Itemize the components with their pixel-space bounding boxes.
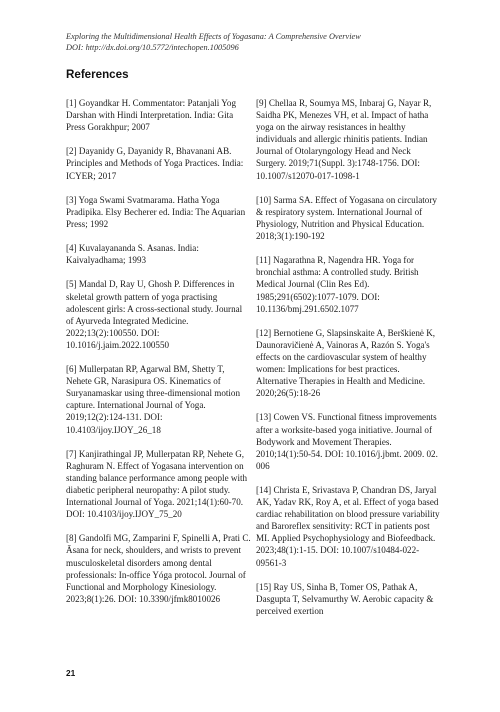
reference-number: [9] (256, 98, 267, 108)
reference-text: Chellaa R, Soumya MS, Inbaraj G, Nayar R, Saidha PK, Menezes VH, et al. Impact of hatha yoga on the airway resistances in healthy individuals and allergic rhinitis patients. Indian Journal of Otolaryngology Head and Neck Surgery. 2019;71(Suppl. 3):1748-1756. DOI: 10.1007/s12070-017-1098-1 (256, 98, 432, 181)
reference-entry (256, 411, 442, 471)
reference-text: Ray US, Sinha B, Tomer OS, Pathak A, Dasgupta T, Selvamurthy W. Aerobic capacity & perceived exertion (256, 581, 434, 616)
reference-number: [6] (66, 364, 77, 375)
reference-number: [8] (66, 533, 77, 544)
reference-entry (66, 194, 252, 230)
header-title: Exploring the Multidimensional Health Effects of Yogasana: A Comprehensive Overview (66, 32, 361, 41)
reference-entry (256, 254, 442, 314)
references-right-column (256, 97, 442, 629)
reference-number: [2] (66, 146, 77, 157)
reference-text: Cowen VS. Functional fitness improvements after a worksite-based yoga initiative. Journal of Bodywork and Movement Therapies. 2010;14(1):50-54. DOI: 10.1016/j.jbmt. 2009. 02. 006 (256, 412, 438, 471)
reference-entry (256, 484, 442, 569)
reference-text: Sarma SA. Effect of Yogasana on circulatory & respiratory system. International Journal of Physiology, Nutrition and Physical Education. 2018;3(1):190-192 (256, 194, 437, 242)
reference-entry (66, 145, 252, 181)
reference-text: Yoga Swami Svatmarama. Hatha Yoga Pradipika. Elsy Becherer ed. India: The Aquarian Press; 1992 (66, 194, 246, 229)
reference-text: Goyandkar H. Commentator: Patanjali Yog Darshan with Hindi Interpretation. India: Gita Press Gorakhpur; 2007 (66, 98, 236, 133)
reference-number: [15] (256, 581, 272, 592)
page-number: 21 (66, 668, 76, 678)
references-left-column (66, 97, 252, 617)
reference-number: [5] (66, 279, 77, 290)
reference-text: Christa E, Srivastava P, Chandran DS, Jaryal AK, Yadav RK, Roy A, et al. Effect of yoga based cardiac rehabilitation on blood pressure variability and Baroreflex sensitivity: RCT in patients post MI. Applied Psychophysiology and Biofeedback. 2023;48(1):1-15. DOI: 10.1007/s10484-022-09561-3 (256, 485, 440, 568)
reference-number: [12] (256, 327, 272, 338)
header-doi: DOI: http://dx.doi.org/10.5772/intechopen.1005096 (66, 43, 239, 53)
reference-text: Dayanidy G, Dayanidy R, Bhavanani AB. Principles and Methods of Yoga Practices. India: ICYER; 2017 (66, 146, 244, 181)
reference-text: Mandal D, Ray U, Ghosh P. Differences in skeletal growth pattern of yoga practising adolescent girls: A cross-sectional study. Journal of Ayurveda Integrated Medicine. 2022;13(2):100550. DOI: 10.1016/j.jaim.2022.100550 (66, 279, 243, 350)
reference-number: [14] (256, 485, 272, 495)
reference-text: Kuvalayananda S. Asanas. India: Kaivalyadhama; 1993 (66, 243, 199, 266)
reference-entry (66, 242, 252, 266)
reference-entry (256, 581, 442, 617)
reference-text: Mullerpatan RP, Agarwal BM, Shetty T, Nehete GR, Narasipura OS. Kinematics of Suryanamaskar using three-dimensional motion capture. International Journal of Yoga. 2019;12(2):124-131. DOI: 10.4103/ijoy.IJOY_26_18 (66, 364, 241, 435)
reference-number: [4] (66, 243, 77, 254)
references-heading: References (66, 68, 129, 81)
running-header (66, 31, 456, 54)
reference-text: Nagarathna R, Nagendra HR. Yoga for bronchial asthma: A controlled study. British Medical Journal (Clin Res Ed). 1985;291(6502):1077-1079. DOI: 10.1136/bmj.291.6502.1077 (256, 255, 419, 314)
reference-entry (66, 448, 252, 521)
reference-text: Kanjirathingal JP, Mullerpatan RP, Nehete G, Raghuram N. Effect of Yogasana intervention on standing balance performance among people with diabetic peripheral neuropathy: A pilot study. International Journal of Yoga. 2021;14(1):60-70. DOI: 10.4103/ijoy.IJOY_75_20 (66, 448, 248, 520)
reference-entry (66, 278, 252, 351)
reference-entry (66, 97, 252, 133)
reference-number: [3] (66, 194, 77, 205)
reference-number: [10] (256, 194, 272, 205)
reference-text: Bernotiene G, Slapsinskaite A, Berškienė K, Daunoravičienė A, Vainoras A, Razón S. Yoga's effects on the cardiovascular system of healthy women: Implications for best practices. Alternative Therapies in Health and Medicine. 2020;26(5):18-26 (256, 327, 436, 399)
reference-entry (256, 194, 442, 242)
reference-text: Gandolfi MG, Zamparini F, Spinelli A, Prati C. Āsana for neck, shoulders, and wrists to prevent musculoskeletal disorders among dental professionals: In-office Yóga protocol. Journal of Functional and Morphology Kinesiology. 2023;8(1):26. DOI: 10.3390/jfmk8010026 (66, 533, 251, 604)
reference-number: [11] (256, 255, 271, 266)
reference-number: [7] (66, 448, 77, 459)
reference-entry (256, 97, 442, 182)
reference-number: [13] (256, 412, 272, 423)
reference-entry (66, 363, 252, 436)
reference-number: [1] (66, 98, 77, 108)
reference-entry (256, 327, 442, 400)
reference-entry (66, 532, 252, 605)
